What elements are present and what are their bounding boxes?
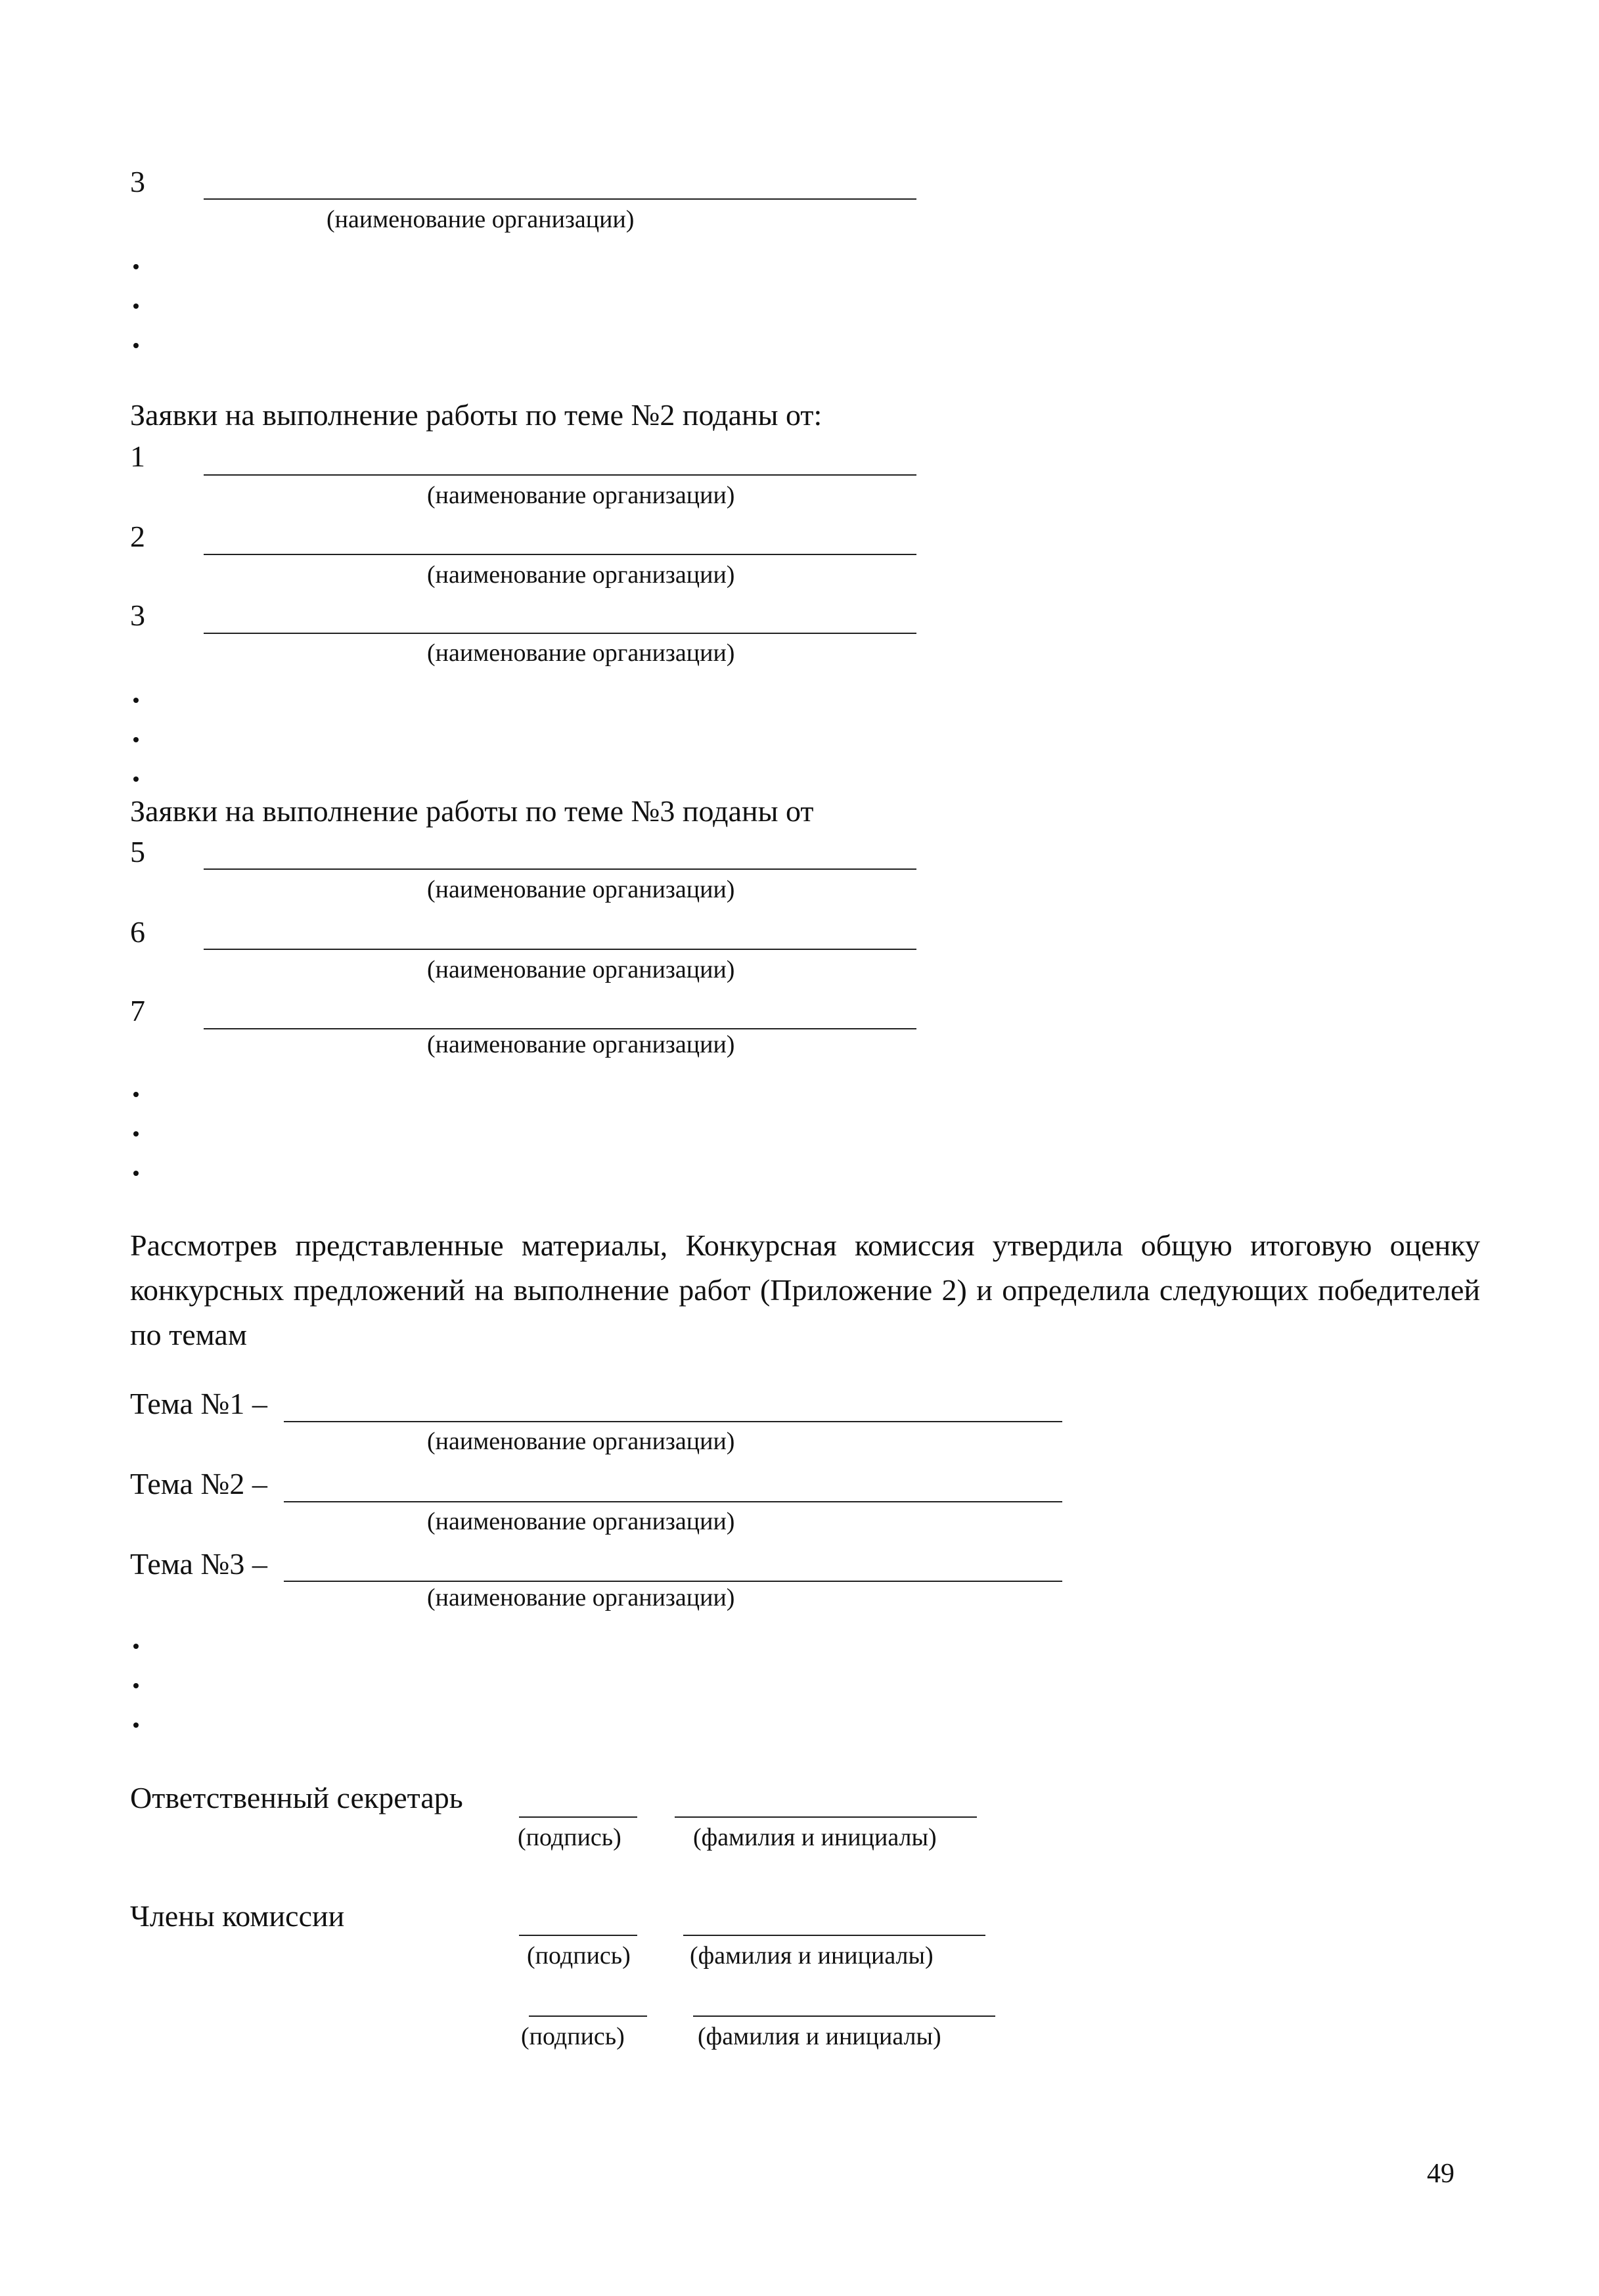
conclusion-paragraph: Рассмотрев представленные материалы, Конкурсная комиссия утвердила общую итоговую оценку конкурсных предложений на выполнение работ (Приложение 2) и определила следующих победителей по темам [130,1228,1480,1351]
name-caption: (фамилия и инициалы) [698,2023,941,2050]
item-number: 1 [130,439,145,473]
ellipsis-dot [133,1131,139,1137]
ellipsis-dot [133,1722,139,1728]
group3-heading: Заявки на выполнение работы по теме №3 поданы от [130,794,814,828]
signature-line[interactable] [519,1935,637,1936]
winner-name-line[interactable] [284,1581,1062,1582]
signature-caption: (подпись) [521,2023,625,2050]
ellipsis-dot [133,1092,139,1097]
org-caption: (наименование организации) [427,1508,735,1535]
ellipsis-dot [133,777,139,782]
org-caption: (наименование организации) [427,1584,735,1611]
org-caption: (наименование организации) [427,482,735,509]
org-caption: (наименование организации) [427,876,735,903]
group2-heading: Заявки на выполнение работы по теме №2 поданы от: [130,398,822,432]
org-name-line[interactable] [204,1028,916,1029]
ellipsis-dot [133,343,139,348]
ellipsis-dot [133,1683,139,1688]
org-name-line[interactable] [204,633,916,634]
org-caption: (наименование организации) [327,206,635,233]
item-number: 2 [130,520,145,553]
ellipsis-dot [133,1644,139,1649]
org-caption: (наименование организации) [427,956,735,983]
item-number: 7 [130,994,145,1027]
ellipsis-dot [133,737,139,742]
winner-name-line[interactable] [284,1421,1062,1422]
ellipsis-dot [133,698,139,703]
item-number: 3 [130,165,145,198]
full-name-line[interactable] [683,1935,985,1936]
name-caption: (фамилия и инициалы) [690,1942,934,1970]
signature-caption: (подпись) [518,1824,621,1851]
signature-caption: (подпись) [527,1942,631,1970]
org-caption: (наименование организации) [427,1428,735,1455]
item-number: 5 [130,835,145,868]
org-name-line[interactable] [204,554,916,555]
secretary-label: Ответственный секретарь [130,1781,463,1814]
org-caption: (наименование организации) [427,639,735,667]
org-name-line[interactable] [204,949,916,950]
org-name-line[interactable] [204,198,916,200]
org-name-line[interactable] [204,868,916,870]
org-caption: (наименование организации) [427,561,735,589]
winner-label-2: Тема №2 – [130,1467,267,1500]
org-caption: (наименование организации) [427,1031,735,1058]
winner-label-3: Тема №3 – [130,1547,267,1581]
signature-line[interactable] [519,1816,637,1818]
ellipsis-dot [133,304,139,309]
item-number: 6 [130,915,145,949]
full-name-line[interactable] [693,2015,995,2017]
name-caption: (фамилия и инициалы) [693,1824,937,1851]
signature-line[interactable] [529,2015,647,2017]
ellipsis-dot [133,264,139,269]
winner-name-line[interactable] [284,1501,1062,1502]
winner-label-1: Тема №1 – [130,1387,267,1420]
full-name-line[interactable] [675,1816,977,1818]
org-name-line[interactable] [204,474,916,476]
ellipsis-dot [133,1171,139,1176]
item-number: 3 [130,598,145,632]
page-number: 49 [1427,2159,1454,2189]
members-label: Члены комиссии [130,1899,345,1933]
